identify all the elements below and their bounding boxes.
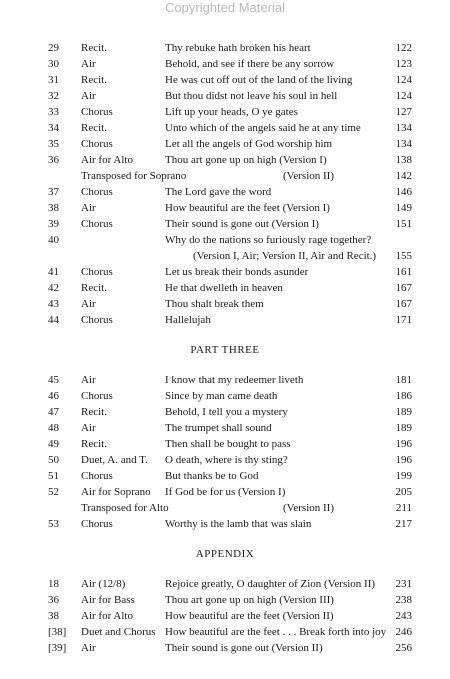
row-number: 30 — [48, 58, 59, 70]
row-page: 217 — [395, 518, 412, 530]
row-title: How beautiful are the feet (Version II) — [165, 610, 334, 622]
row-number: 41 — [48, 266, 59, 278]
row-form: Recit. — [81, 122, 107, 134]
row-title: I know that my redeemer liveth — [165, 374, 304, 386]
part-two-group-c — [0, 264, 450, 328]
row-title: How beautiful are the feet (Version I) — [165, 202, 330, 214]
row-title: Hallelujah — [165, 314, 211, 326]
table-row — [0, 280, 450, 296]
row-form: Chorus — [81, 314, 113, 326]
row-form: Air for Alto — [81, 154, 133, 166]
row-form: Chorus — [81, 186, 113, 198]
row-form: Chorus — [81, 266, 113, 278]
row-page: 167 — [395, 282, 412, 294]
row-number: 36 — [48, 594, 59, 606]
row-page: 127 — [395, 106, 412, 118]
table-row — [0, 216, 450, 232]
row-title: Why do the nations so furiously rage together? — [165, 234, 372, 246]
row-page: 123 — [395, 58, 412, 70]
row-title: But thou didst not leave his soul in hell — [165, 90, 338, 102]
table-row — [0, 120, 450, 136]
row-title: The Lord gave the word — [165, 186, 272, 198]
row-page: 122 — [395, 42, 412, 54]
table-row — [0, 576, 450, 592]
row-title: Behold, and see if there be any sorrow — [165, 58, 335, 70]
table-row — [0, 592, 450, 608]
copyright-watermark: Copyrighted Material — [165, 0, 285, 15]
row-page: 196 — [395, 438, 412, 450]
row-page: 134 — [395, 138, 412, 150]
row-form: Chorus — [81, 218, 113, 230]
table-row — [0, 56, 450, 72]
table-row — [0, 608, 450, 624]
row-form: Duet and Chorus — [81, 626, 156, 638]
part-two-group — [0, 40, 450, 168]
row-page: 146 — [395, 186, 412, 198]
table-row — [0, 452, 450, 468]
row-page: 134 — [395, 122, 412, 134]
row-form: Air — [81, 374, 96, 386]
table-row — [0, 40, 450, 56]
row-form: Chorus — [81, 470, 113, 482]
transposed-row — [0, 500, 450, 516]
table-row — [0, 404, 450, 420]
row-title: Unto which of the angels said he at any time — [165, 122, 361, 134]
section-heading-part-three: PART THREE — [190, 344, 260, 356]
row-number: 32 — [48, 90, 59, 102]
row-title: Lift up your heads, O ye gates — [165, 106, 298, 118]
row-number: 39 — [48, 218, 59, 230]
row-number: 49 — [48, 438, 59, 450]
row-number: 31 — [48, 74, 59, 86]
table-row — [0, 372, 450, 388]
row-title: O death, where is thy sting? — [165, 454, 288, 466]
table-row — [0, 468, 450, 484]
row-title: Let us break their bonds asunder — [165, 266, 309, 278]
row-page: 161 — [395, 266, 412, 278]
table-row — [0, 624, 450, 640]
row-title: How beautiful are the feet . . . Break forth into joy — [165, 626, 387, 638]
row-number: 38 — [48, 202, 59, 214]
row-page: 196 — [395, 454, 412, 466]
row-title: Behold, I tell you a mystery — [165, 406, 288, 418]
table-row — [0, 104, 450, 120]
row-page: 181 — [395, 374, 412, 386]
table-row — [0, 296, 450, 312]
row-number: 47 — [48, 406, 59, 418]
row-page: 238 — [395, 594, 412, 606]
row-form: Recit. — [81, 42, 107, 54]
row-form: Air — [81, 642, 96, 654]
row-page: 171 — [395, 314, 412, 326]
row-page: 243 — [395, 610, 412, 622]
row-number: 37 — [48, 186, 59, 198]
row-number: 51 — [48, 470, 59, 482]
table-row — [0, 136, 450, 152]
table-row — [0, 312, 450, 328]
row-form: Air for Alto — [81, 610, 133, 622]
row-number: 46 — [48, 390, 59, 402]
table-row — [0, 640, 450, 656]
table-row — [0, 420, 450, 436]
row-number: 29 — [48, 42, 59, 54]
row-number: 53 — [48, 518, 59, 530]
row-number: 36 — [48, 154, 59, 166]
table-of-contents — [0, 40, 450, 656]
row-number: 42 — [48, 282, 59, 294]
row-page: 138 — [395, 154, 412, 166]
row-page: 151 — [395, 218, 412, 230]
row-page: 149 — [395, 202, 412, 214]
row-title-continuation: (Version I, Air; Version II, Air and Recit.) — [193, 250, 377, 262]
row-form: Air — [81, 90, 96, 102]
row-form: Chorus — [81, 518, 113, 530]
row-page: 256 — [395, 642, 412, 654]
row-number: 52 — [48, 486, 59, 498]
table-row — [0, 388, 450, 404]
row-number: 18 — [48, 578, 59, 590]
table-row-53 — [0, 516, 450, 532]
row-page: 189 — [395, 406, 412, 418]
row-form: Recit. — [81, 74, 107, 86]
row-title: (Version II) — [283, 170, 335, 182]
row-number: 48 — [48, 422, 59, 434]
row-page: 167 — [395, 298, 412, 310]
row-form: Chorus — [81, 106, 113, 118]
row-page: 211 — [395, 502, 412, 514]
table-row — [0, 200, 450, 216]
row-page: 199 — [395, 470, 412, 482]
row-number: [38] — [48, 626, 67, 638]
transposed-row — [0, 168, 450, 184]
table-row — [0, 88, 450, 104]
row-title: Since by man came death — [165, 390, 278, 402]
row-number: 35 — [48, 138, 59, 150]
part-three-group — [0, 372, 450, 500]
row-form: Recit. — [81, 438, 107, 450]
row-title: (Version II) — [283, 502, 335, 514]
row-form: Air — [81, 422, 96, 434]
row-form: Chorus — [81, 138, 113, 150]
table-row — [0, 152, 450, 168]
row-page: 189 — [395, 422, 412, 434]
table-row — [0, 484, 450, 500]
row-title: Thou shalt break them — [165, 298, 264, 310]
row-title: Their sound is gone out (Version II) — [165, 642, 323, 654]
row-page: 142 — [395, 170, 412, 182]
row-title: If God be for us (Version I) — [165, 486, 286, 498]
row-number: 45 — [48, 374, 59, 386]
row-number: 50 — [48, 454, 59, 466]
row-number: 33 — [48, 106, 59, 118]
row-title: He that dwelleth in heaven — [165, 282, 283, 294]
row-form: Air for Soprano — [81, 486, 151, 498]
row-page: 155 — [395, 250, 412, 262]
row-number: 34 — [48, 122, 59, 134]
row-number: 40 — [48, 234, 59, 246]
row-number: 43 — [48, 298, 59, 310]
table-row — [0, 72, 450, 88]
table-row — [0, 264, 450, 280]
table-row — [0, 184, 450, 200]
row-page: 246 — [395, 626, 412, 638]
row-title: Their sound is gone out (Version I) — [165, 218, 319, 230]
row-page: 205 — [395, 486, 412, 498]
row-page: 124 — [395, 74, 412, 86]
row-title: Worthy is the lamb that was slain — [165, 518, 312, 530]
row-form: Transposed for Alto — [81, 502, 169, 514]
appendix-group — [0, 576, 450, 656]
section-heading-appendix: APPENDIX — [195, 548, 255, 560]
row-form: Recit. — [81, 406, 107, 418]
row-form: Duet, A. and T. — [81, 454, 148, 466]
row-page: 186 — [395, 390, 412, 402]
row-form: Air — [81, 202, 96, 214]
row-form: Transposed for Soprano — [81, 170, 187, 182]
row-title: Let all the angels of God worship him — [165, 138, 333, 150]
row-page: 124 — [395, 90, 412, 102]
row-form: Air for Bass — [81, 594, 135, 606]
row-title: The trumpet shall sound — [165, 422, 272, 434]
row-form: Chorus — [81, 390, 113, 402]
row-form: Air (12/8) — [81, 578, 126, 590]
row-page: 231 — [395, 578, 412, 590]
row-number: [39] — [48, 642, 67, 654]
row-number: 38 — [48, 610, 59, 622]
row-title: Then shall be bought to pass — [165, 438, 291, 450]
row-number: 44 — [48, 314, 59, 326]
table-row-40 — [0, 232, 450, 264]
row-title: Thou art gone up on high (Version III) — [165, 594, 334, 606]
row-form: Air — [81, 298, 96, 310]
row-title: Thou art gone up on high (Version I) — [165, 154, 327, 166]
row-title: But thanks be to God — [165, 470, 259, 482]
row-title: Thy rebuke hath broken his heart — [165, 42, 311, 54]
row-title: Rejoice greatly, O daughter of Zion (Version II) — [165, 578, 376, 590]
part-two-group-b — [0, 184, 450, 232]
table-row — [0, 436, 450, 452]
row-title: He was cut off out of the land of the living — [165, 74, 353, 86]
row-form: Air — [81, 58, 96, 70]
row-form: Recit. — [81, 282, 107, 294]
